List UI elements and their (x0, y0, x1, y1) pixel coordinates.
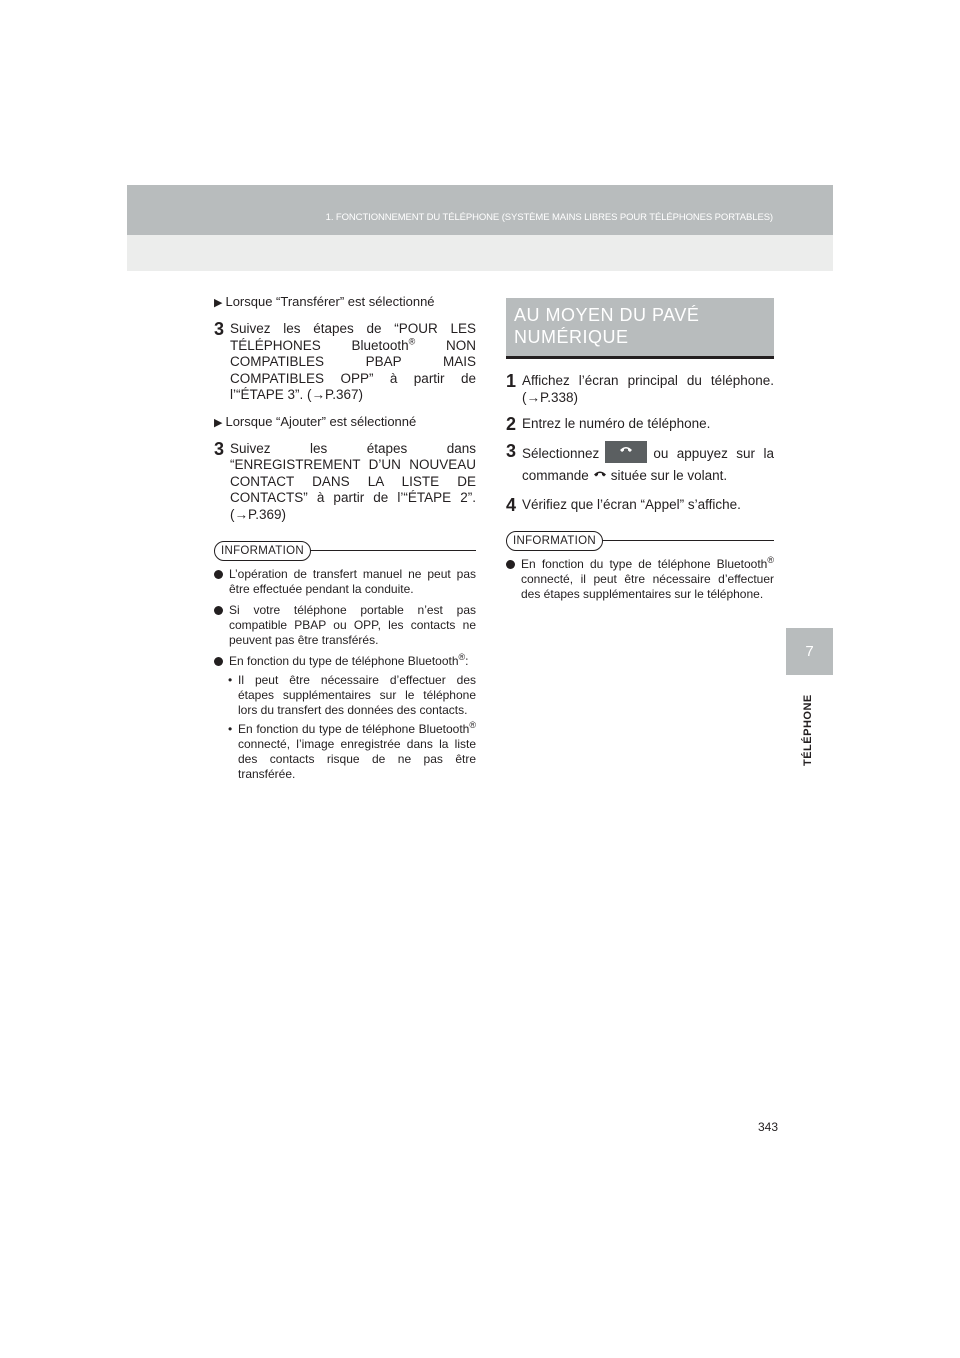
step-text: Suivez les étapes de “POUR LES TÉLÉPHONES Bluetooth (230, 321, 476, 353)
registered-mark: ® (767, 555, 774, 566)
triangle-right-icon: ▶ (214, 297, 223, 309)
step-text: Suivez les étapes dans “ENREGISTREMENT D’UN NOUVEAU CONTACT DANS LA LISTE DE CONTACTS” à partir de l’“ÉTAPE 2”. (→P.369) (230, 440, 476, 522)
info-item-text: En fonction du type de téléphone Bluetooth (521, 557, 768, 572)
step-transfer (214, 321, 476, 404)
info-sub-item (214, 722, 476, 782)
sub-bullet-mark: • (228, 722, 233, 736)
chapter-number-tab (786, 628, 833, 675)
page-number: 343 (757, 1120, 778, 1134)
info-sub-item-text: En fonction du type de téléphone Bluetooth (238, 722, 470, 736)
step-3 (506, 440, 774, 487)
registered-mark: ® (408, 336, 416, 346)
phone-icon (593, 465, 607, 487)
bullet-dot-icon (214, 657, 223, 666)
information-tag: INFORMATION (506, 531, 603, 551)
step-2 (506, 416, 774, 433)
info-item (214, 654, 476, 669)
info-sub-item (214, 673, 476, 718)
information-tag: INFORMATION (214, 541, 311, 561)
info-sub-item-text: Il peut être nécessaire d’effectuer des étapes supplémentaires sur le téléphone lors du transfert des données des contacts. (238, 673, 476, 717)
step-1 (506, 373, 774, 406)
bullet-add-text: Lorsque “Ajouter” est sélectionné (225, 413, 417, 429)
section-heading: AU MOYEN DU PAVÉ NUMÉRIQUE (506, 298, 774, 359)
info-item-text: En fonction du type de téléphone Bluetooth (229, 654, 459, 668)
step-number: 1 (506, 371, 517, 391)
info-item-text: L’opération de transfert manuel ne peut pas être effectuée pendant la conduite. (229, 567, 476, 596)
right-column (506, 298, 774, 602)
bullet-add (214, 414, 476, 431)
bullet-dot-icon (214, 606, 223, 615)
info-item-text-cont: : (465, 654, 469, 668)
info-item (506, 557, 774, 602)
info-item (214, 603, 476, 648)
information-box-left (214, 541, 476, 782)
step-text-cont: NON COMPATIBLES PBAP MAIS COMPATIBLES OPP” à partir de l’“ÉTAPE 3”. (→P.367) (230, 337, 476, 402)
step-text-end: située sur le volant. (610, 467, 728, 483)
bullet-dot-icon (506, 560, 515, 569)
information-box-right (506, 531, 774, 602)
registered-mark: ® (458, 652, 466, 662)
step-add (214, 438, 476, 524)
step-text: Vérifiez que l’écran “Appel” s’affiche. (522, 496, 741, 512)
header-title: 1. FONCTIONNEMENT DU TÉLÉPHONE (SYSTÈME MAINS LIBRES POUR TÉLÉPHONES PORTABLES) (325, 212, 773, 223)
header-strip (127, 185, 833, 235)
chapter-number: 7 (805, 643, 814, 660)
call-button-icon (605, 441, 647, 463)
step-text-cont: ou appuyez sur la commande (522, 445, 774, 483)
step-text: Affichez l’écran principal du téléphone. (→P.338) (522, 373, 774, 405)
step-number: 3 (214, 438, 225, 459)
triangle-right-icon: ▶ (214, 416, 223, 429)
bullet-transfer-text: Lorsque “Transférer” est sélectionné (225, 294, 435, 309)
step-number: 2 (506, 414, 517, 434)
info-item-text: Si votre téléphone portable n’est pas compatible PBAP ou OPP, les contacts ne peuvent pas être transférés. (229, 603, 476, 647)
phone-icon (619, 445, 633, 455)
step-text: Entrez le numéro de téléphone. (522, 416, 711, 431)
step-text: Sélectionnez (522, 445, 600, 461)
left-column (214, 294, 476, 782)
sub-bullet-mark: • (228, 673, 233, 687)
info-item (214, 567, 476, 597)
info-item-text-cont: connecté, il peut être nécessaire d’effectuer des étapes supplémentaires sur le téléphone. (521, 572, 774, 602)
chapter-label: TÉLÉPHONE (802, 694, 814, 766)
step-number: 4 (506, 494, 517, 515)
bullet-dot-icon (214, 570, 223, 579)
registered-mark: ® (469, 720, 476, 730)
bullet-transfer (214, 294, 476, 311)
step-number: 3 (214, 319, 225, 339)
info-sub-item-text-cont: connecté, l’image enregistrée dans la liste des contacts risque de ne pas être transférée. (238, 737, 476, 781)
step-number: 3 (506, 440, 517, 461)
step-4 (506, 494, 774, 515)
